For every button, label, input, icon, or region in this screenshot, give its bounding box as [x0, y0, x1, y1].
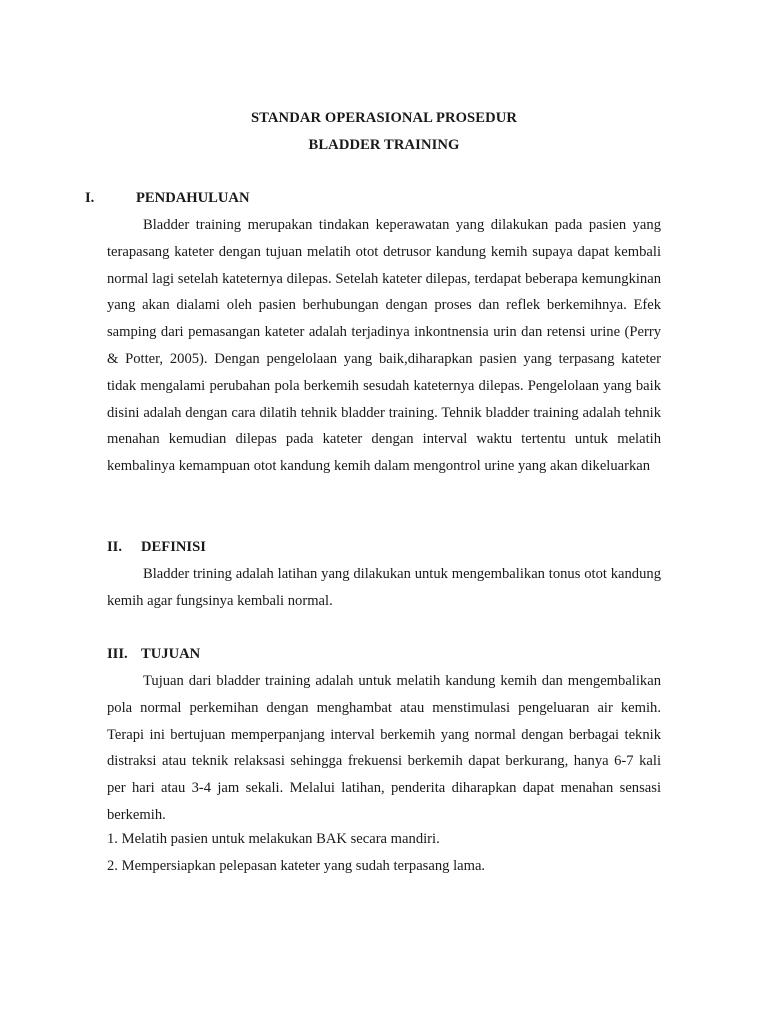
section-number: III. [107, 646, 128, 662]
section-heading-pendahuluan [85, 190, 385, 210]
section-heading-definisi [107, 539, 407, 559]
section-paragraph-tujuan: Tujuan dari bladder training adalah untuk melatih kandung kemih dan mengembalikan pola normal perkemihan dengan menghambat atau menstimulasi pengeluaran air kemih. Terapi ini bertujuan memperpanjang interval berkemih yang normal dengan berbagai teknik distraksi atau teknik relaksasi sehingga frekuensi berkemih dapat berkurang, hanya 6-7 kali per hari atau 3-4 jam sekali. Melalui latihan, penderita diharapkan dapat menahan sensasi berkemih. [107, 673, 661, 823]
section-number: II. [107, 539, 123, 555]
section-title: PENDAHULUAN [136, 190, 250, 206]
list-item: 1. Melatih pasien untuk melakukan BAK secara mandiri. [107, 831, 440, 847]
section-heading-tujuan [107, 646, 407, 666]
section-paragraph-definisi: Bladder trining adalah latihan yang dilakukan untuk mengembalikan tonus otot kandung kemih agar fungsinya kembali normal. [107, 566, 661, 609]
section-number: I. [85, 190, 95, 206]
section-title: TUJUAN [141, 646, 201, 662]
document-title: STANDAR OPERASIONAL PROSEDUR [250, 110, 518, 126]
document-subtitle: BLADDER TRAINING [308, 137, 460, 153]
section-paragraph-pendahuluan: Bladder training merupakan tindakan keperawatan yang dilakukan pada pasien yang terapasang kateter dengan tujuan melatih otot detrusor kandung kemih supaya dapat kembali normal lagi setelah kateternya dilepas. Setelah kateter dilepas, terdapat beberapa kemungkinan yang akan dialami oleh pasien berhubungan dengan proses dan reflek berkemihnya. Efek samping dari pemasangan kateter adalah terjadinya inkontnensia urin dan retensi urine (Perry & Potter, 2005). Dengan pengelolaan yang baik,diharapkan pasien yang terpasang kateter tidak mengalami perubahan pola berkemih sesudah kateternya dilepas. Pengelolaan yang baik disini adalah dengan cara dilatih tehnik bladder training. Tehnik bladder training adalah tehnik menahan kemudian dilepas pada kateter dengan interval waktu tertentu untuk melatih kembalinya kemampuan otot kandung kemih dalam mengontrol urine yang akan dikeluarkan [107, 217, 661, 475]
section-title: DEFINISI [141, 539, 206, 555]
list-item: 2. Mempersiapkan pelepasan kateter yang sudah terpasang lama. [107, 858, 486, 874]
